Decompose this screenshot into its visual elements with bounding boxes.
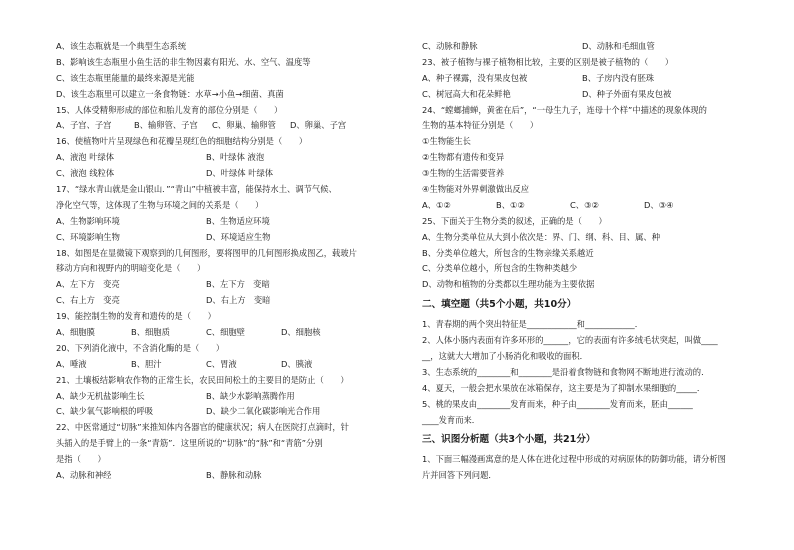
q23-option-b: B、子房内没有胚珠: [582, 72, 655, 83]
right-column: [422, 39, 762, 484]
q22-options-ab: [56, 468, 394, 484]
q18-options-ab: [56, 277, 394, 293]
fill-question-5-line-2: ____发育而来．: [422, 414, 481, 425]
q19-option-b: B、细胞质: [131, 327, 170, 338]
q15-option-c: C、卵巢、输卵管: [212, 120, 276, 131]
q16-options-cd: [56, 166, 394, 182]
q14-option-a: A、该生态瓶就是一个典型生态系统: [56, 41, 187, 51]
q20-option-b: B、胆汁: [131, 358, 162, 369]
q17-options-cd: [56, 230, 394, 246]
q14-option-d: D、该生态瓶里可以建立一条食物链：水草→小鱼→细菌、真菌: [56, 88, 284, 99]
q22-option-c: C、动脉和静脉: [422, 41, 478, 51]
q17-options-ab: [56, 214, 394, 230]
q19-stem: 19、能控制生物的发育和遗传的是（ ）: [56, 311, 216, 322]
fill-question-5-line-1: 5、桃的果皮由________发育而来，种子由________发育而来，胚由______: [422, 398, 693, 409]
q19-options: [56, 325, 394, 341]
q24-option-d: D、③④: [644, 199, 674, 210]
q23-option-a: A、种子裸露，没有果皮包被: [422, 72, 528, 83]
q22-stem-2: 头插入的是手臂上的一条“青筋”．这里所说的“切脉”的“脉”和“青筋”分别: [56, 438, 323, 449]
q25-option-b: B、分类单位越大，所包含的生物亲缘关系越近: [422, 247, 594, 258]
fill-question-1: 1、青春期的两个突出特征是____________和____________．: [422, 319, 643, 330]
q22-option-b: B、静脉和动脉: [206, 470, 262, 481]
q20-stem: 20、下列消化液中，不含消化酶的是（ ）: [56, 342, 225, 353]
q14-option-b: B、影响该生态瓶里小鱼生活的非生物因素有阳光、水、空气、温度等: [56, 56, 311, 67]
q23-option-d: D、种子外面有果皮包被: [582, 88, 672, 99]
q23-options-ab: [422, 71, 762, 87]
q22-stem-1: 22、中医常通过“切脉”来推知体内各器官的健康状况；病人在医院打点滴时，针: [56, 422, 349, 433]
q22-option-d: D、动脉和毛细血管: [582, 41, 655, 51]
q25-option-c: C、分类单位越小，所包含的生物种类越少: [422, 263, 578, 274]
left-column: [56, 39, 394, 484]
q24-option-b: B、①②: [496, 199, 525, 210]
q17-option-a: A、生物影响环境: [56, 215, 120, 226]
q15-option-a: A、子宫、子宫: [56, 120, 112, 131]
q24-option-c: C、③②: [570, 199, 599, 210]
q24-statement-4: ④生物能对外界刺激做出反应: [422, 184, 530, 195]
section-diagram-heading: 三、识图分析题（共3个小题，共21分）: [422, 434, 596, 446]
diagram-question-1-line-1: 1、下面三幅漫画寓意的是人体在进化过程中形成的对病原体的防御功能，请分析图: [422, 454, 726, 465]
q24-option-a: A、①②: [422, 199, 451, 210]
q17-stem-2: 净化空气等，这体现了生物与环境之间的关系是（ ）: [56, 199, 264, 210]
q22-stem-3: 是指（ ）: [56, 454, 106, 465]
q21-options-ab: [56, 389, 394, 405]
q21-option-b: B、缺少水影响蒸腾作用: [206, 390, 295, 401]
diagram-question-1-line-2: 片并回答下列问题．: [422, 470, 497, 481]
q18-option-a: A、左下方 变亮: [56, 279, 120, 290]
q25-stem: 25、下面关于生物分类的叙述，正确的是（ ）: [422, 215, 607, 226]
q15-options: [56, 118, 394, 134]
q17-option-d: D、环境适应生物: [206, 231, 271, 242]
q25-option-a: A、生物分类单位从大到小依次是：界、门、纲、科、目、属、种: [422, 231, 660, 242]
q19-option-a: A、细胞膜: [56, 327, 95, 338]
q17-stem-1: 17、“绿水青山就是金山银山．”“青山”中植被丰富，能保持水土、调节气候、: [56, 184, 337, 195]
q21-option-a: A、缺少无机盐影响生长: [56, 390, 145, 401]
q22-option-a: A、动脉和神经: [56, 470, 112, 481]
fill-question-3: 3、生态系统的________和________是沿着食物链和食物网不断地进行流动的．: [422, 366, 710, 377]
q24-statement-1: ①生物能生长: [422, 136, 471, 147]
q17-option-b: B、生物适应环境: [206, 215, 270, 226]
q16-option-a: A、液泡 叶绿体: [56, 152, 115, 163]
q24-statement-3: ③生物的生活需要营养: [422, 168, 505, 179]
q20-options: [56, 357, 394, 373]
q18-stem-2: 移动方向和视野内的明暗变化是（ ）: [56, 263, 206, 274]
q23-options-cd: [422, 87, 762, 103]
q18-option-c: C、右上方 变亮: [56, 295, 120, 306]
fill-question-2-line-2: __，这就大大增加了小肠消化和吸收的面积．: [422, 351, 588, 362]
q23-option-c: C、树冠高大和花朵鲜艳: [422, 88, 511, 99]
q21-option-c: C、缺少氧气影响根的呼吸: [56, 406, 154, 417]
q16-options-ab: [56, 150, 394, 166]
q24-stem-2: 生物的基本特征分别是（ ）: [422, 120, 539, 131]
q18-options-cd: [56, 293, 394, 309]
q15-stem: 15、人体受精卵形成的部位和胎儿发育的部位分别是（ ）: [56, 104, 283, 115]
q15-option-b: B、输卵管、子宫: [134, 120, 198, 131]
q24-statement-2: ②生物都有遗传和变异: [422, 152, 505, 163]
q23-stem: 23、被子植物与裸子植物相比较，主要的区别是被子植物的（ ）: [422, 56, 674, 67]
q21-option-d: D、缺少二氧化碳影响光合作用: [206, 406, 321, 417]
q18-option-d: D、右上方 变暗: [206, 295, 271, 306]
q16-option-b: B、叶绿体 液泡: [206, 152, 265, 163]
q20-option-d: D、胰液: [281, 358, 313, 369]
fill-question-2-line-1: 2、人体小肠内表面有许多环形的______，它的表面有许多绒毛状突起，叫做____: [422, 335, 718, 346]
q24-options: [422, 198, 762, 214]
q16-option-d: D、叶绿体 叶绿体: [206, 168, 274, 179]
q20-option-a: A、唾液: [56, 358, 87, 369]
q22-options-cd: [422, 39, 762, 55]
section-fill-in-heading: 二、填空题（共5个小题，共10分）: [422, 299, 577, 311]
q17-option-c: C、环境影响生物: [56, 231, 120, 242]
q24-stem-1: 24、“螳螂捕蝉，黄雀在后”，“一母生九子，连母十个样”中描述的现象体现的: [422, 104, 707, 115]
q19-option-c: C、细胞壁: [206, 327, 245, 338]
q18-option-b: B、左下方 变暗: [206, 279, 270, 290]
q25-option-d: D、动物和植物的分类都以生理功能为主要依据: [422, 279, 595, 290]
q16-stem: 16、使植物叶片呈现绿色和花瓣呈现红色的细胞结构分别是（ ）: [56, 136, 308, 147]
q19-option-d: D、细胞核: [281, 327, 321, 338]
q18-stem-1: 18、如图是在显微镜下观察到的几何图形，要将图甲的几何图形换成图乙，载玻片: [56, 247, 357, 258]
q15-option-d: D、卵巢、子宫: [290, 120, 347, 131]
q21-stem: 21、土壤板结影响农作物的正常生长，农民田间松土的主要目的是防止（ ）: [56, 374, 349, 385]
q21-options-cd: [56, 404, 394, 420]
q20-option-c: C、胃液: [206, 358, 237, 369]
q14-option-c: C、该生态瓶里能量的最终来源是光能: [56, 72, 195, 83]
fill-question-4: 4、夏天，一般会把水果放在冰箱保存，这主要是为了抑制水果细胞的_____．: [422, 382, 706, 393]
q16-option-c: C、液泡 线粒体: [56, 168, 115, 179]
